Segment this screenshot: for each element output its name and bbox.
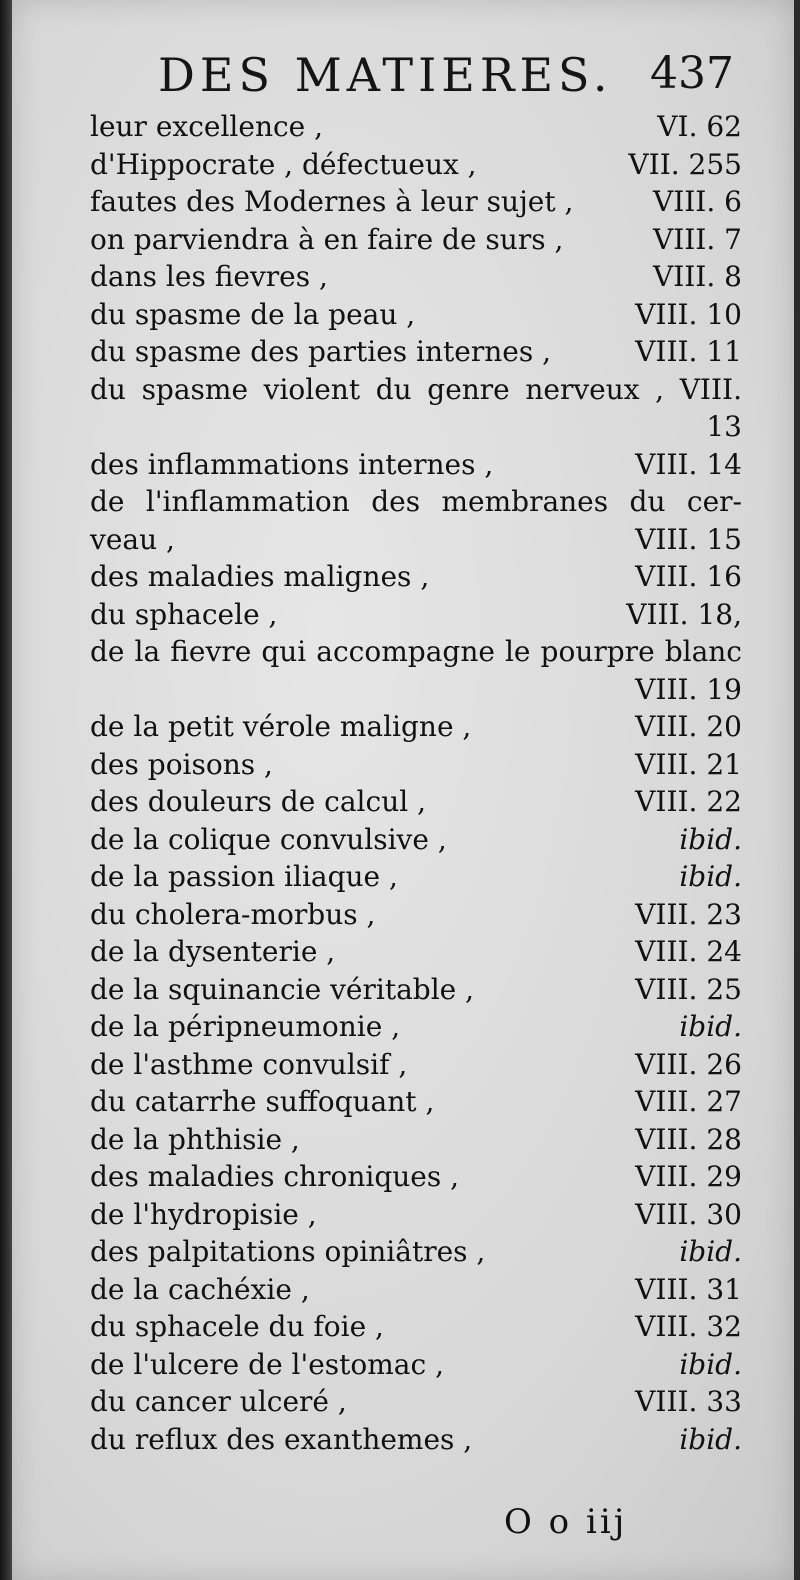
index-entry bbox=[90, 783, 742, 821]
entry-text: dans les fievres , bbox=[90, 260, 328, 293]
index-entry bbox=[90, 371, 742, 409]
index-entry bbox=[90, 1083, 742, 1121]
signature-mark: O o iij bbox=[504, 1502, 628, 1542]
index-entry bbox=[90, 408, 742, 446]
entry-reference: VIII. 23 bbox=[635, 897, 742, 931]
entry-reference: VIII. 30 bbox=[635, 1197, 742, 1231]
entry-text: des maladies chroniques , bbox=[90, 1160, 460, 1193]
entry-reference: VIII. 32 bbox=[635, 1310, 742, 1343]
entry-reference: ibid. bbox=[679, 1347, 742, 1381]
index-entry bbox=[90, 896, 742, 934]
entry-reference: VIII. 31 bbox=[635, 1272, 742, 1306]
entry-text: de la cachéxie , bbox=[90, 1272, 310, 1306]
index-entry bbox=[90, 596, 742, 634]
entry-text: on parviendra à en faire de surs , bbox=[90, 222, 564, 256]
index-entry bbox=[90, 446, 742, 484]
index-entry bbox=[90, 258, 742, 296]
binding-shadow bbox=[0, 0, 12, 1580]
index-entry bbox=[90, 1421, 742, 1459]
index-entry bbox=[90, 183, 742, 221]
entry-reference: VIII. 28 bbox=[635, 1122, 742, 1156]
index-entry bbox=[90, 1346, 742, 1384]
entry-reference: ibid. bbox=[679, 1010, 742, 1043]
entry-reference: VIII. 6 bbox=[652, 185, 742, 218]
entry-reference: VIII. 20 bbox=[635, 710, 742, 743]
index-entry bbox=[90, 858, 742, 896]
entry-reference: VIII. 26 bbox=[635, 1047, 742, 1081]
index-entry bbox=[90, 1196, 742, 1234]
entry-reference: VIII. 29 bbox=[635, 1160, 742, 1193]
index-entry bbox=[90, 633, 742, 671]
index-entry bbox=[90, 746, 742, 784]
index-entries bbox=[90, 108, 742, 1458]
running-header bbox=[158, 48, 758, 108]
index-entry bbox=[90, 708, 742, 746]
entry-text: du cholera-morbus , bbox=[90, 897, 376, 931]
entry-text: du spasme violent du genre nerveux , VIII. bbox=[90, 372, 742, 406]
index-entry bbox=[90, 558, 742, 596]
index-entry bbox=[90, 1008, 742, 1046]
entry-reference: VIII. 25 bbox=[635, 972, 742, 1006]
entry-reference: VIII. 19 bbox=[635, 672, 742, 706]
entry-text: de l'inflammation des membranes du cer- bbox=[90, 485, 742, 518]
index-entry bbox=[90, 671, 742, 709]
entry-reference: ibid. bbox=[679, 1235, 742, 1268]
index-entry bbox=[90, 1158, 742, 1196]
entry-text: de la petit vérole maligne , bbox=[90, 710, 472, 743]
entry-text: de la dysenterie , bbox=[90, 935, 336, 968]
index-entry bbox=[90, 1271, 742, 1309]
entry-text: de l'ulcere de l'estomac , bbox=[90, 1347, 444, 1381]
entry-text: du catarrhe suffoquant , bbox=[90, 1085, 435, 1118]
entry-text: des inflammations internes , bbox=[90, 447, 494, 481]
entry-text: de la péripneumonie , bbox=[90, 1010, 401, 1043]
index-entry bbox=[90, 1233, 742, 1271]
entry-reference: VIII. 21 bbox=[635, 747, 742, 781]
entry-reference: VIII. 22 bbox=[635, 785, 742, 818]
entry-reference: VII. 255 bbox=[628, 147, 742, 181]
page-number: 437 bbox=[650, 48, 734, 99]
index-entry bbox=[90, 108, 742, 146]
index-entry bbox=[90, 1308, 742, 1346]
entry-reference: 13 bbox=[706, 410, 742, 443]
entry-reference: VIII. 24 bbox=[635, 935, 742, 968]
entry-text: de la colique convulsive , bbox=[90, 822, 447, 856]
index-entry bbox=[90, 1383, 742, 1421]
entry-text: des maladies malignes , bbox=[90, 560, 430, 593]
entry-text: du sphacele , bbox=[90, 597, 278, 631]
entry-text: d'Hippocrate , défectueux , bbox=[90, 147, 477, 181]
index-entry bbox=[90, 1046, 742, 1084]
entry-reference: VIII. 15 bbox=[635, 522, 742, 556]
entry-reference: VIII. 33 bbox=[635, 1385, 742, 1418]
header-title: DES MATIERES. bbox=[158, 48, 613, 102]
entry-text: des douleurs de calcul , bbox=[90, 785, 426, 818]
index-entry bbox=[90, 933, 742, 971]
entry-text: fautes des Modernes à leur sujet , bbox=[90, 185, 574, 218]
entry-text: du reflux des exanthemes , bbox=[90, 1422, 473, 1456]
entry-reference: VIII. 18, bbox=[626, 597, 742, 631]
entry-reference: VIII. 14 bbox=[635, 447, 742, 481]
entry-text: leur excellence , bbox=[90, 110, 324, 143]
index-entry bbox=[90, 296, 742, 334]
index-entry bbox=[90, 221, 742, 259]
entry-text: de l'hydropisie , bbox=[90, 1197, 317, 1231]
index-entry bbox=[90, 483, 742, 521]
entry-reference: VIII. 16 bbox=[635, 560, 742, 593]
index-entry bbox=[90, 971, 742, 1009]
entry-reference: VIII. 11 bbox=[635, 335, 742, 368]
entry-text: du cancer ulceré , bbox=[90, 1385, 347, 1418]
entry-reference: ibid. bbox=[679, 860, 742, 893]
entry-reference: VIII. 10 bbox=[635, 297, 742, 331]
entry-reference: VIII. 27 bbox=[635, 1085, 742, 1118]
index-entry bbox=[90, 521, 742, 559]
book-page bbox=[12, 0, 794, 1580]
entry-text: des poisons , bbox=[90, 747, 273, 781]
index-entry bbox=[90, 821, 742, 859]
entry-reference: ibid. bbox=[679, 822, 742, 856]
entry-text: de la passion iliaque , bbox=[90, 860, 398, 893]
entry-text: de la squinancie véritable , bbox=[90, 972, 475, 1006]
entry-text: du spasme de la peau , bbox=[90, 297, 416, 331]
entry-text: du spasme des parties internes , bbox=[90, 335, 552, 368]
index-entry bbox=[90, 146, 742, 184]
entry-text: des palpitations opiniâtres , bbox=[90, 1235, 486, 1268]
entry-text: veau , bbox=[90, 522, 175, 556]
entry-text: du sphacele du foie , bbox=[90, 1310, 384, 1343]
entry-text: de la phthisie , bbox=[90, 1122, 300, 1156]
entry-text: de l'asthme convulsif , bbox=[90, 1047, 408, 1081]
entry-reference: VIII. 8 bbox=[652, 260, 742, 293]
entry-reference: ibid. bbox=[679, 1422, 742, 1456]
index-entry bbox=[90, 333, 742, 371]
entry-text: de la fievre qui accompagne le pourpre blanc bbox=[90, 635, 742, 668]
entry-reference: VI. 62 bbox=[657, 110, 742, 143]
entry-reference: VIII. 7 bbox=[652, 222, 742, 256]
index-entry bbox=[90, 1121, 742, 1159]
